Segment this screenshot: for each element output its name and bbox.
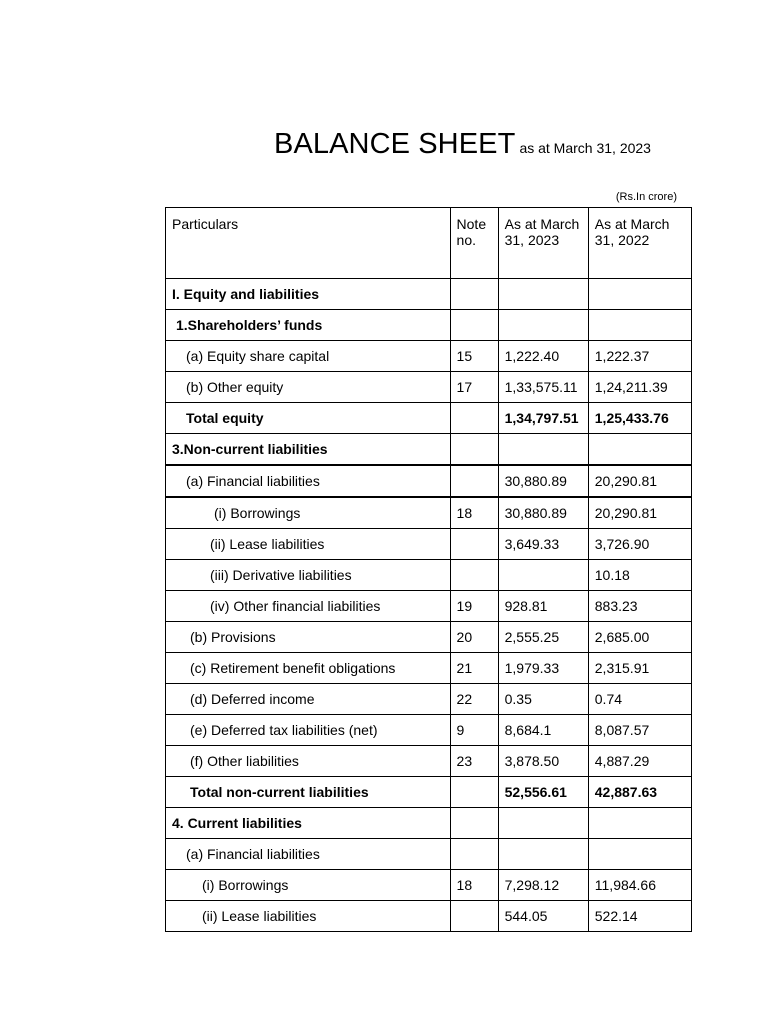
row-label: (a) Financial liabilities	[166, 839, 451, 870]
row-label: (c) Retirement benefit obligations	[166, 653, 451, 684]
row-note	[450, 310, 498, 341]
row-label: Total equity	[166, 403, 451, 434]
row-value-2023: 1,979.33	[498, 653, 588, 684]
row-note	[450, 808, 498, 839]
table-row	[166, 465, 692, 497]
row-value-2023: 30,880.89	[498, 497, 588, 529]
row-value-2022	[588, 839, 691, 870]
row-value-2023: 52,556.61	[498, 777, 588, 808]
table-row	[166, 777, 692, 808]
row-note: 17	[450, 372, 498, 403]
row-value-2023	[498, 279, 588, 310]
unit-note: (Rs.In crore)	[615, 191, 677, 203]
table-row	[166, 591, 692, 622]
column-header-particulars: Particulars	[166, 208, 451, 279]
row-value-2023: 3,878.50	[498, 746, 588, 777]
row-note	[450, 434, 498, 466]
row-value-2023: 3,649.33	[498, 529, 588, 560]
row-value-2022	[588, 279, 691, 310]
table-row	[166, 746, 692, 777]
row-value-2022	[588, 434, 691, 466]
row-label: (a) Equity share capital	[166, 341, 451, 372]
row-value-2023	[498, 560, 588, 591]
table-row	[166, 684, 692, 715]
row-note: 19	[450, 591, 498, 622]
row-label: (b) Provisions	[166, 622, 451, 653]
row-value-2022: 0.74	[588, 684, 691, 715]
column-header-2022: As at March 31, 2022	[588, 208, 691, 279]
row-note	[450, 777, 498, 808]
table-row	[166, 497, 692, 529]
row-label: (iii) Derivative liabilities	[166, 560, 451, 591]
row-note	[450, 465, 498, 497]
row-label: 1.Shareholders’ funds	[166, 310, 451, 341]
row-value-2023: 928.81	[498, 591, 588, 622]
row-value-2022: 2,315.91	[588, 653, 691, 684]
row-label: (iv) Other financial liabilities	[166, 591, 451, 622]
row-value-2023	[498, 434, 588, 466]
row-value-2022: 883.23	[588, 591, 691, 622]
row-label: (f) Other liabilities	[166, 746, 451, 777]
document-subtitle: as at March 31, 2023	[519, 140, 651, 156]
page-title	[274, 128, 651, 161]
row-label: (ii) Lease liabilities	[166, 529, 451, 560]
row-value-2022: 42,887.63	[588, 777, 691, 808]
row-value-2023: 30,880.89	[498, 465, 588, 497]
table-row	[166, 372, 692, 403]
table-row	[166, 653, 692, 684]
row-note	[450, 529, 498, 560]
balance-sheet-table	[165, 207, 692, 932]
column-header-2023: As at March 31, 2023	[498, 208, 588, 279]
row-note	[450, 901, 498, 932]
row-note: 21	[450, 653, 498, 684]
column-header-note: Note no.	[450, 208, 498, 279]
row-value-2023: 544.05	[498, 901, 588, 932]
row-note: 23	[450, 746, 498, 777]
row-note	[450, 839, 498, 870]
row-note: 18	[450, 497, 498, 529]
row-value-2022: 8,087.57	[588, 715, 691, 746]
table-row	[166, 341, 692, 372]
row-value-2023: 0.35	[498, 684, 588, 715]
row-value-2022: 4,887.29	[588, 746, 691, 777]
row-value-2022: 10.18	[588, 560, 691, 591]
row-value-2022: 3,726.90	[588, 529, 691, 560]
row-note: 22	[450, 684, 498, 715]
row-value-2022: 1,25,433.76	[588, 403, 691, 434]
row-label: (i) Borrowings	[166, 497, 451, 529]
row-value-2023	[498, 839, 588, 870]
row-value-2023: 1,33,575.11	[498, 372, 588, 403]
row-value-2023	[498, 808, 588, 839]
row-note: 15	[450, 341, 498, 372]
row-label: (i) Borrowings	[166, 870, 451, 901]
table-row	[166, 310, 692, 341]
table-row	[166, 870, 692, 901]
row-label: (a) Financial liabilities	[166, 465, 451, 497]
table-row	[166, 808, 692, 839]
row-label: 4. Current liabilities	[166, 808, 451, 839]
table-row	[166, 560, 692, 591]
table-body	[166, 208, 692, 932]
row-value-2022: 11,984.66	[588, 870, 691, 901]
table-row	[166, 529, 692, 560]
row-value-2023: 1,34,797.51	[498, 403, 588, 434]
table-row	[166, 622, 692, 653]
row-label: Total non-current liabilities	[166, 777, 451, 808]
table-row	[166, 901, 692, 932]
table-row	[166, 839, 692, 870]
row-note: 20	[450, 622, 498, 653]
table-row	[166, 403, 692, 434]
row-value-2023	[498, 310, 588, 341]
row-label: (d) Deferred income	[166, 684, 451, 715]
row-note	[450, 403, 498, 434]
row-value-2022: 2,685.00	[588, 622, 691, 653]
table-row	[166, 715, 692, 746]
row-value-2023: 1,222.40	[498, 341, 588, 372]
row-label: 3.Non-current liabilities	[166, 434, 451, 466]
row-value-2022: 1,222.37	[588, 341, 691, 372]
row-label: I. Equity and liabilities	[166, 279, 451, 310]
row-label: (b) Other equity	[166, 372, 451, 403]
table-header-row	[166, 208, 692, 279]
row-value-2023: 8,684.1	[498, 715, 588, 746]
row-value-2022: 20,290.81	[588, 465, 691, 497]
row-value-2023: 7,298.12	[498, 870, 588, 901]
row-value-2022	[588, 310, 691, 341]
row-label: (e) Deferred tax liabilities (net)	[166, 715, 451, 746]
row-value-2022: 20,290.81	[588, 497, 691, 529]
row-value-2022: 522.14	[588, 901, 691, 932]
row-note: 9	[450, 715, 498, 746]
row-value-2022: 1,24,211.39	[588, 372, 691, 403]
table-row	[166, 434, 692, 466]
row-note	[450, 279, 498, 310]
row-value-2022	[588, 808, 691, 839]
row-note	[450, 560, 498, 591]
row-label: (ii) Lease liabilities	[166, 901, 451, 932]
row-note: 18	[450, 870, 498, 901]
table-row	[166, 279, 692, 310]
row-value-2023: 2,555.25	[498, 622, 588, 653]
document-title: BALANCE SHEET	[274, 128, 516, 160]
